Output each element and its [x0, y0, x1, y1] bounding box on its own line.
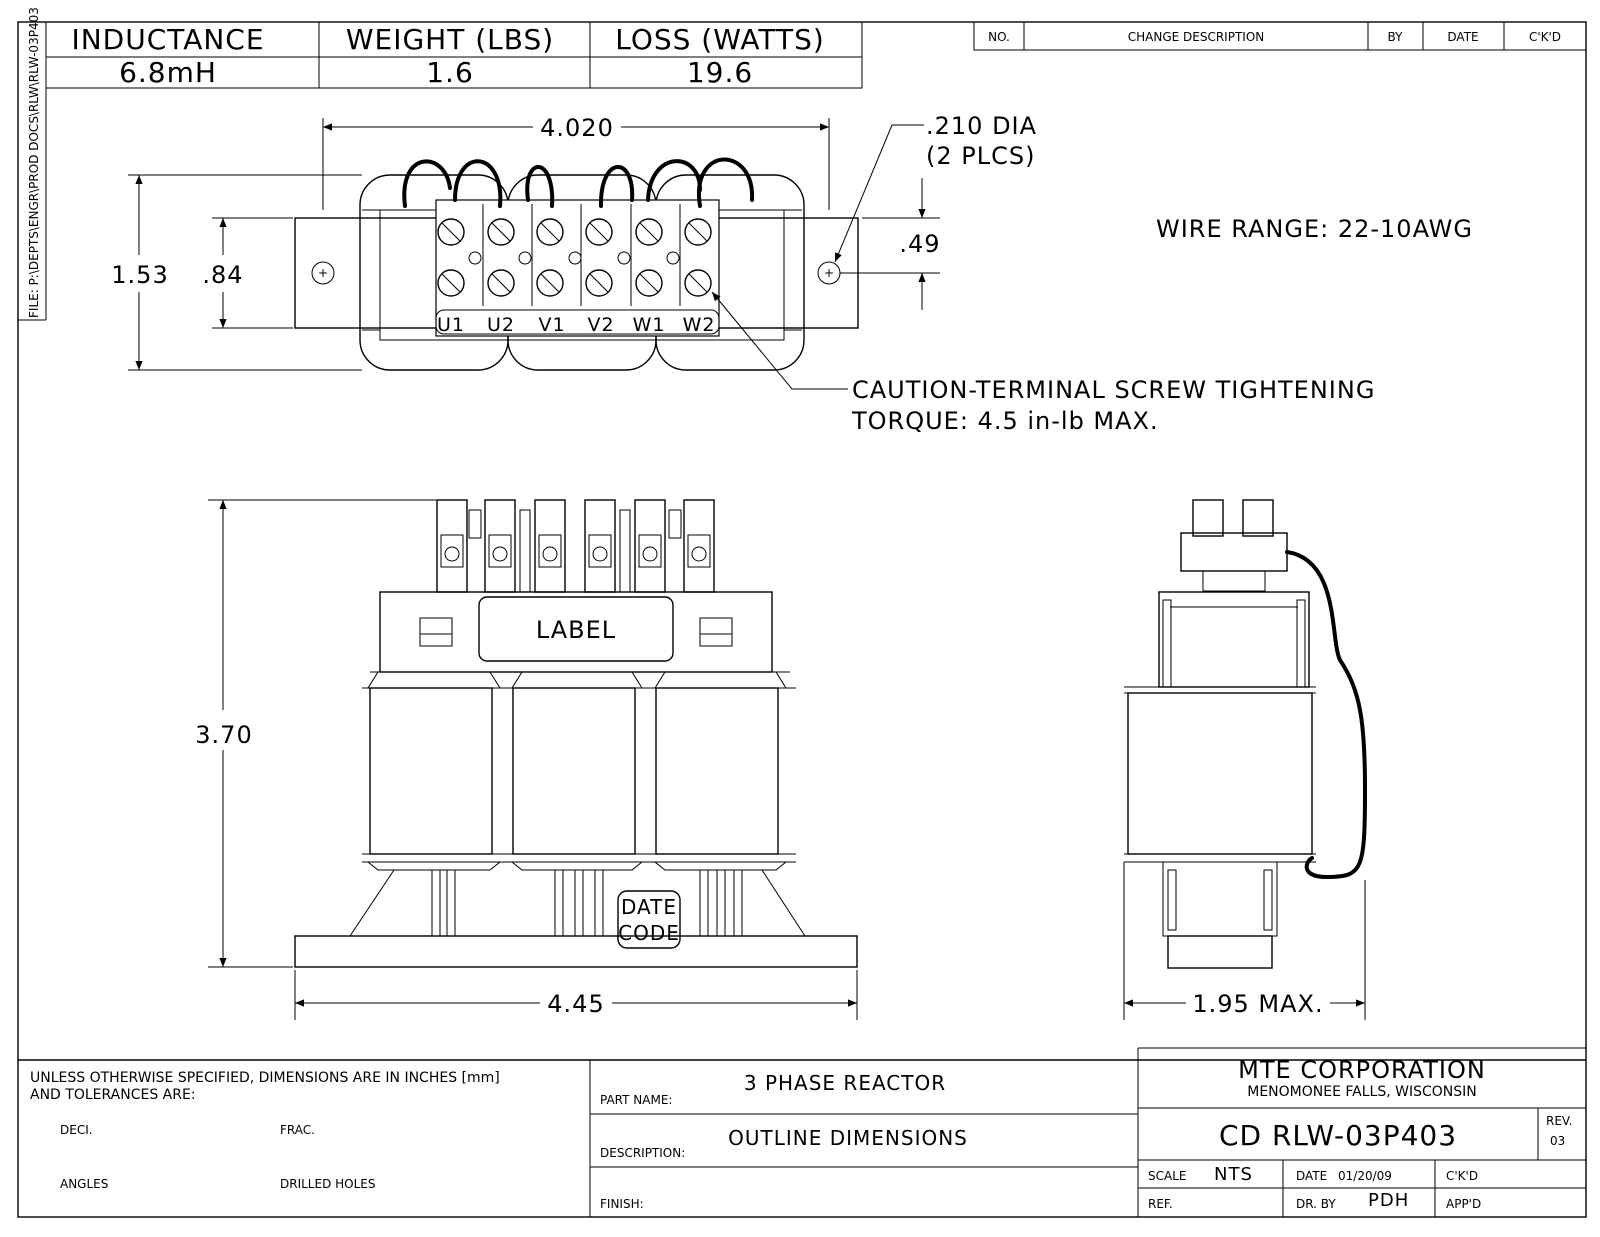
hole-note-places: (2 PLCS) — [926, 142, 1036, 170]
dim-top-height-outer: 1.53 — [111, 261, 169, 289]
title-block — [18, 1048, 1586, 1217]
drawing-number: CD RLW-03P403 — [1218, 1119, 1458, 1152]
rev-value: 03 — [1550, 1134, 1566, 1148]
front-terminals — [437, 500, 714, 592]
dim-front-height: 3.70 — [195, 721, 253, 749]
front-slot-right — [700, 618, 732, 646]
file-path-label: FILE: P:\DEPTS\ENGR\PROD DOCS\RLW\RLW-03P403 — [27, 7, 41, 318]
side-coil — [1128, 693, 1312, 854]
company-name: MTE CORPORATION — [1238, 1056, 1486, 1084]
tolerance-note-line1: UNLESS OTHERWISE SPECIFIED, DIMENSIONS ARE IN INCHES [mm] — [30, 1070, 500, 1086]
spec-table — [46, 22, 862, 89]
side-terminal-block — [1181, 533, 1287, 571]
spec-header-weight: WEIGHT (LBS) — [345, 23, 555, 56]
rev-header-ckd: C'K'D — [1528, 30, 1562, 44]
wire-range-note: WIRE RANGE: 22-10AWG — [1156, 215, 1473, 243]
rev-header-by: BY — [1387, 30, 1403, 44]
part-name-label: PART NAME: — [600, 1093, 673, 1107]
finish-label: FINISH: — [600, 1197, 644, 1211]
terminal-label-w1: W1 — [632, 314, 666, 336]
front-coils — [362, 672, 796, 870]
terminal-label-w2: W2 — [682, 314, 716, 336]
date-value: 01/20/09 — [1338, 1169, 1392, 1183]
tolerance-angles-label: ANGLES — [60, 1177, 109, 1191]
side-view — [1124, 500, 1365, 1020]
tolerance-drilled-label: DRILLED HOLES — [280, 1177, 376, 1191]
jumper-wires — [404, 159, 752, 206]
svg-text:+: + — [823, 266, 835, 280]
dim-top-side: .49 — [899, 230, 941, 258]
dim-side-width: 1.95 MAX. — [1192, 990, 1324, 1018]
tolerance-frac-label: FRAC. — [280, 1123, 315, 1137]
scale-label: SCALE — [1148, 1169, 1187, 1183]
front-view — [195, 500, 857, 1020]
company-location: MENOMONEE FALLS, WISCONSIN — [1247, 1084, 1477, 1100]
revision-table — [974, 22, 1586, 50]
description-label: DESCRIPTION: — [600, 1146, 686, 1160]
date-code-line1: DATE — [620, 895, 678, 919]
spec-value-loss: 19.6 — [686, 56, 754, 89]
drawn-by-value: PDH — [1368, 1190, 1410, 1211]
date-code-line2: CODE — [618, 921, 680, 945]
hole-note-dia: .210 DIA — [926, 112, 1038, 140]
front-base — [295, 936, 857, 967]
rev-header-description: CHANGE DESCRIPTION — [1127, 30, 1265, 44]
tolerance-note-line2: AND TOLERANCES ARE: — [30, 1087, 196, 1103]
dim-front-width: 4.45 — [547, 990, 605, 1018]
ckd-label: C'K'D — [1446, 1169, 1479, 1183]
caution-note-line2: TORQUE: 4.5 in-lb MAX. — [852, 407, 1159, 435]
svg-text:+: + — [317, 266, 329, 280]
terminal-label-u2: U2 — [487, 314, 515, 336]
spec-header-loss: LOSS (WATTS) — [615, 23, 825, 56]
part-name-value: 3 PHASE REACTOR — [743, 1071, 947, 1095]
tolerance-deci-label: DECI. — [60, 1123, 93, 1137]
dim-top-height-inner: .84 — [202, 261, 244, 289]
top-terminal-block — [436, 200, 719, 336]
description-value: OUTLINE DIMENSIONS — [728, 1126, 968, 1150]
rev-header-no: NO. — [988, 30, 1010, 44]
ref-label: REF. — [1148, 1197, 1173, 1211]
rev-header-date: DATE — [1447, 30, 1479, 44]
top-view — [111, 112, 1037, 389]
date-label: DATE — [1296, 1169, 1328, 1183]
spec-value-weight: 1.6 — [426, 56, 474, 89]
drawn-by-label: DR. BY — [1296, 1197, 1336, 1211]
front-label-text: LABEL — [535, 616, 617, 644]
appd-label: APP'D — [1446, 1197, 1482, 1211]
file-label-strip — [18, 7, 46, 320]
front-slot-left — [420, 618, 452, 646]
terminal-label-v1: V1 — [538, 314, 566, 336]
dim-top-width: 4.020 — [540, 114, 614, 142]
terminal-label-u1: U1 — [437, 314, 465, 336]
terminal-label-v2: V2 — [587, 314, 615, 336]
spec-value-inductance: 6.8mH — [119, 56, 217, 89]
caution-note-line1: CAUTION-TERMINAL SCREW TIGHTENING — [852, 376, 1376, 404]
sheet-border — [18, 22, 1586, 1217]
spec-header-inductance: INDUCTANCE — [71, 23, 265, 56]
side-bracket — [1159, 592, 1309, 687]
rev-label: REV. — [1546, 1114, 1573, 1128]
scale-value: NTS — [1214, 1164, 1253, 1185]
side-lead-wire — [1287, 552, 1365, 877]
